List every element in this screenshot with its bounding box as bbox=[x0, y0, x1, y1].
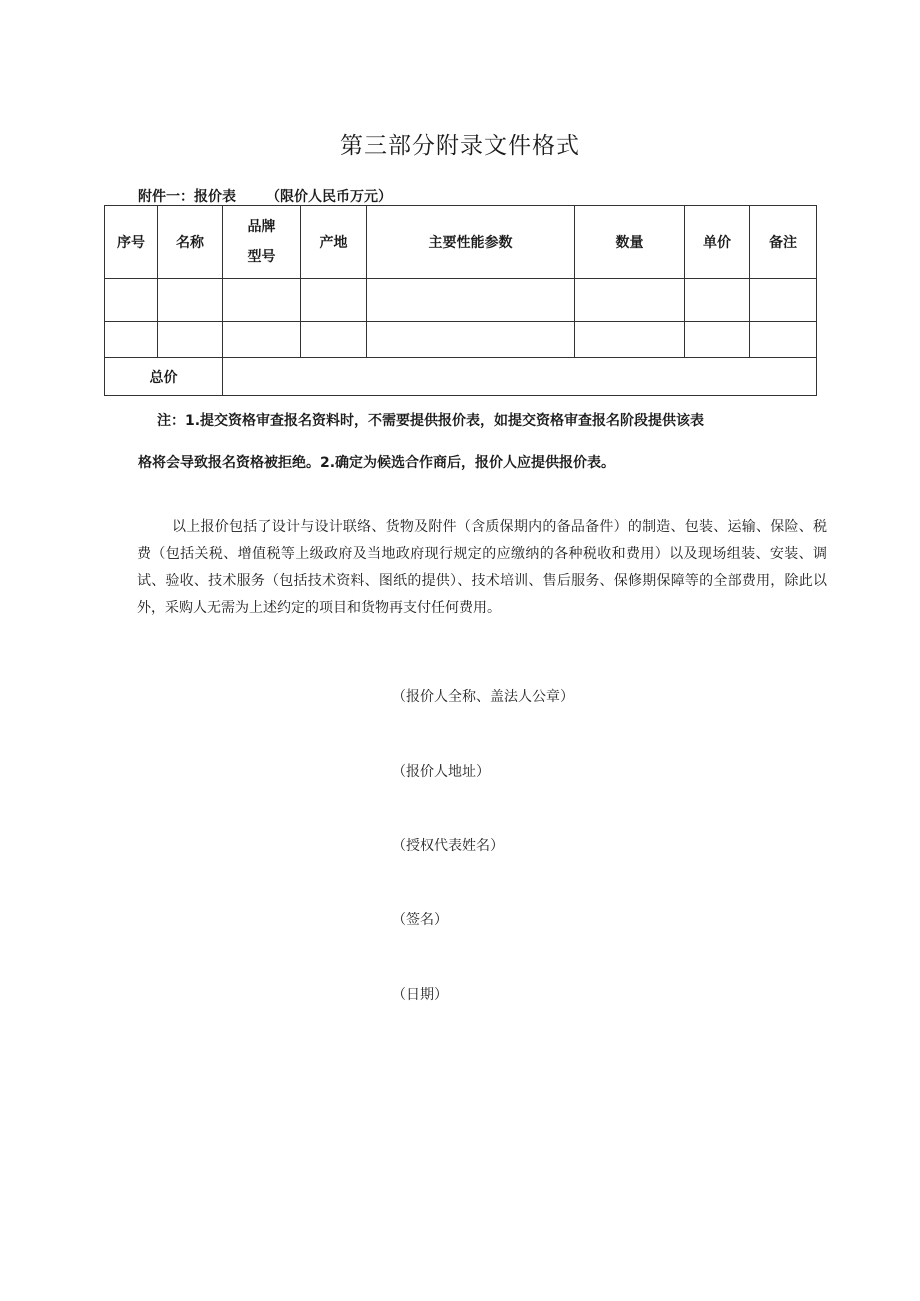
table-cell[interactable] bbox=[158, 279, 223, 322]
header-brand-label: 品牌 bbox=[247, 219, 276, 235]
table-cell[interactable] bbox=[575, 322, 685, 358]
table-cell[interactable] bbox=[223, 279, 301, 322]
table-cell[interactable] bbox=[301, 322, 367, 358]
table-cell[interactable] bbox=[575, 279, 685, 322]
signature-representative: （授权代表姓名） bbox=[392, 838, 504, 854]
header-cell-quantity: 数量 bbox=[575, 206, 685, 279]
total-row bbox=[105, 358, 817, 396]
total-label: 总价 bbox=[105, 358, 223, 396]
table-cell[interactable] bbox=[105, 322, 158, 358]
table-row bbox=[105, 322, 817, 358]
table-cell[interactable] bbox=[367, 279, 575, 322]
page-title: 第三部分附录文件格式 bbox=[340, 133, 580, 159]
table-row bbox=[105, 279, 817, 322]
quote-table bbox=[104, 205, 817, 396]
header-model-label: 型号 bbox=[247, 249, 276, 265]
header-cell-index: 序号 bbox=[105, 206, 158, 279]
table-cell[interactable] bbox=[301, 279, 367, 322]
header-cell-origin: 产地 bbox=[301, 206, 367, 279]
table-cell[interactable] bbox=[223, 322, 301, 358]
signature-sign: （签名） bbox=[392, 912, 448, 928]
signature-company: （报价人全称、盖法人公章） bbox=[392, 689, 574, 705]
table-cell[interactable] bbox=[105, 279, 158, 322]
total-value-cell[interactable] bbox=[223, 358, 817, 396]
table-header-row bbox=[105, 206, 817, 279]
price-scope-paragraph: 以上报价包括了设计与设计联络、货物及附件（含质保期内的备品备件）的制造、包装、运输、保险、税费（包括关税、增值税等上级政府及当地政府现行规定的应缴纳的各种税收和费用）以及现场组装、安装、调试、验收、技术服务（包括技术资料、图纸的提供）、技术培训、售后服务、保修期保障等的全部费用，除此以外，采购人无需为上述约定的项目和货物再支付任何费用。 bbox=[137, 519, 827, 616]
table-cell[interactable] bbox=[685, 322, 750, 358]
header-cell-name: 名称 bbox=[158, 206, 223, 279]
header-cell-unit-price: 单价 bbox=[685, 206, 750, 279]
header-cell-specs: 主要性能参数 bbox=[367, 206, 575, 279]
table-cell[interactable] bbox=[158, 322, 223, 358]
signature-date: （日期） bbox=[392, 987, 448, 1003]
table-cell[interactable] bbox=[685, 279, 750, 322]
header-cell-remarks: 备注 bbox=[750, 206, 817, 279]
header-cell-brand-model bbox=[223, 206, 301, 279]
signature-address: （报价人地址） bbox=[392, 764, 490, 780]
remark-line-2: 格将会导致报名资格被拒绝。2.确定为候选合作商后，报价人应提供报价表。 bbox=[138, 455, 616, 471]
price-limit-note: （限价人民币万元） bbox=[266, 189, 392, 205]
attachment-label: 附件一：报价表 bbox=[138, 189, 236, 205]
table-cell[interactable] bbox=[750, 322, 817, 358]
attachment-heading bbox=[138, 186, 392, 206]
remark-line-1: 注：1.提交资格审查报名资料时，不需要提供报价表，如提交资格审查报名阶段提供该表 bbox=[157, 413, 705, 429]
table-cell[interactable] bbox=[750, 279, 817, 322]
table-cell[interactable] bbox=[367, 322, 575, 358]
